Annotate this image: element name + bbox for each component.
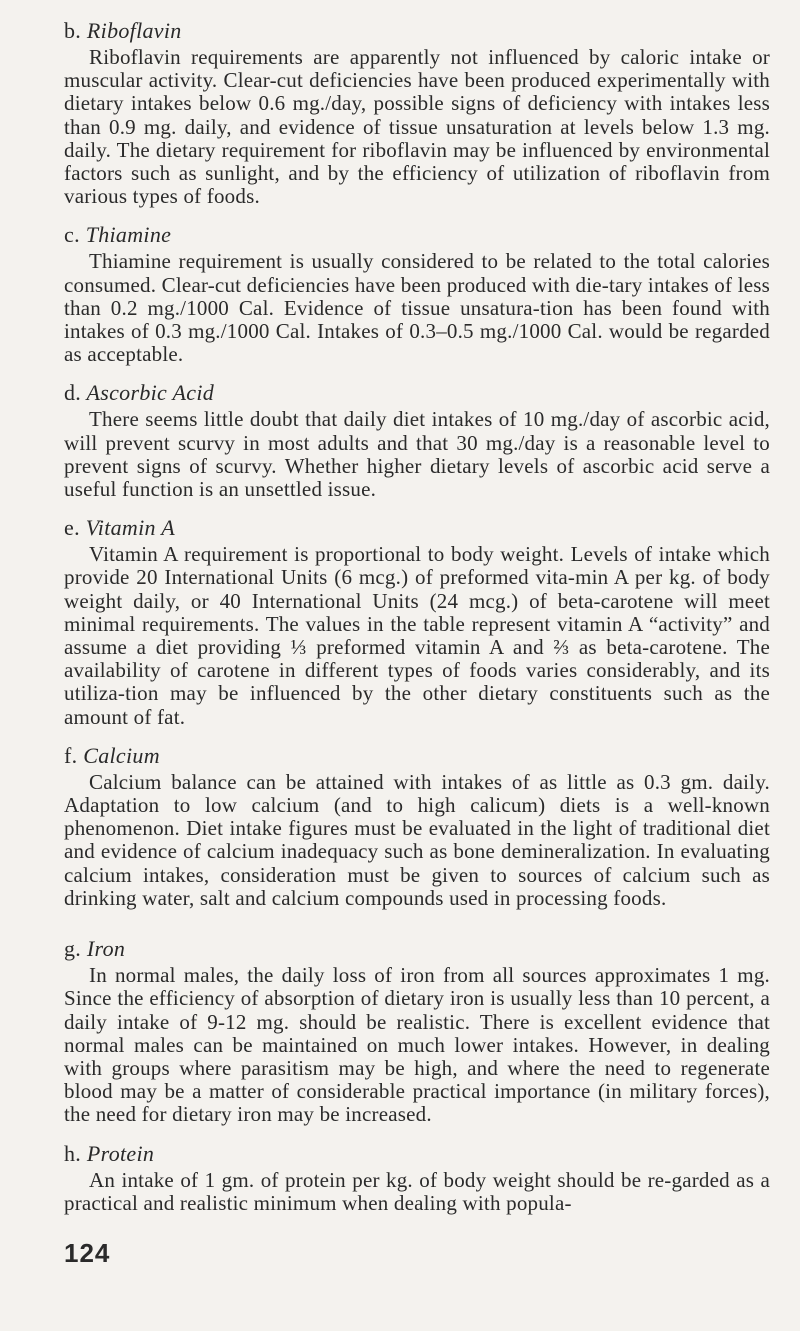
section-title: Vitamin A: [85, 515, 175, 541]
section-riboflavin: [64, 18, 770, 208]
section-paragraph: Riboflavin requirements are apparently not influenced by caloric intake or muscular activity. Clear-cut deficiencies have been produced experimentally with dietary intakes below 0.6 mg./day, possible signs of deficiency with intakes less than 0.9 mg. daily, and evidence of tissue unsaturation at levels below 1.3 mg. daily. The dietary requirement for riboflavin may be influenced by environmental factors such as sunlight, and by the efficiency of utilization of riboflavin from various types of foods.: [64, 45, 770, 209]
section-letter: f.: [64, 742, 78, 768]
section-title: Protein: [86, 1140, 155, 1166]
section-paragraph: Thiamine requirement is usually considered to be related to the total calories consumed. Clear-cut deficiencies have been produced with die-tary intakes of less than 0.2 mg./1000 Cal. Evidence of tissue unsatura-tion has been found with intakes of 0.3 mg./1000 Cal. Intakes of 0.3–0.5 mg./1000 Cal. would be regarded as acceptable.: [64, 249, 770, 367]
section-heading: [64, 222, 770, 248]
section-letter: b.: [64, 18, 82, 43]
section-ascorbic-acid: [64, 380, 770, 501]
section-title: Ascorbic Acid: [86, 380, 215, 406]
page-number: 124: [64, 1238, 111, 1268]
section-letter: c.: [64, 222, 80, 248]
section-heading: [64, 380, 770, 406]
section-thiamine: [64, 222, 770, 366]
section-title: Riboflavin: [86, 18, 182, 43]
section-letter: h.: [64, 1140, 82, 1166]
section-paragraph: Vitamin A requirement is proportional to body weight. Levels of intake which provide 20 International Units (6 mcg.) of preformed vita-min A per kg. of body weight daily, or 40 International Units (24 mcg.) of beta-carotene will meet minimal requirements. The values in the table represent vitamin A “activity” and assume a diet providing ⅓ preformed vitamin A and ⅔ as beta-carotene. The availability of carotene in different types of foods varies considerably, and its utiliza-tion may be influenced by the other dietary constituents such as the amount of fat.: [64, 542, 770, 729]
section-letter: e.: [64, 515, 80, 541]
section-heading: [64, 515, 770, 541]
section-title: Thiamine: [85, 222, 172, 248]
section-title: Calcium: [83, 742, 160, 768]
section-letter: d.: [64, 380, 82, 406]
section-paragraph: There seems little doubt that daily diet intakes of 10 mg./day of ascorbic acid, will prevent scurvy in most adults and that 30 mg./day is a reasonable level to prevent signs of scurvy. Whether higher dietary levels of ascorbic acid serve a useful function is an unsettled issue.: [64, 407, 770, 502]
section-heading: [64, 936, 770, 962]
section-calcium: [64, 743, 770, 910]
section-heading: [64, 743, 770, 769]
section-iron: [64, 936, 770, 1126]
section-title: Iron: [86, 936, 126, 962]
section-paragraph: Calcium balance can be attained with intakes of as little as 0.3 gm. daily. Adaptation to low calcium (and to high calicum) diets is a well-known phenomenon. Diet intake figures must be evaluated in the light of traditional diet and evidence of calcium inadequacy such as bone demineralization. In evaluating calcium intakes, consideration must be given to sources of calcium such as drinking water, salt and calcium compounds used in processing foods.: [64, 769, 770, 910]
section-heading: [64, 18, 770, 44]
section-paragraph: An intake of 1 gm. of protein per kg. of body weight should be re-garded as a practical and realistic minimum when dealing with popula-: [64, 1167, 770, 1215]
section-protein: [64, 1141, 770, 1215]
section-paragraph: In normal males, the daily loss of iron from all sources approximates 1 mg. Since the efficiency of absorption of dietary iron is usually less than 10 percent, a daily intake of 9-12 mg. should be realistic. There is excellent evidence that normal males can be maintained on much lower intakes. However, in dealing with groups where parasitism may be high, and where the need to regenerate blood may be a matter of considerable practical importance (in military forces), the need for dietary iron may be increased.: [64, 963, 770, 1127]
section-letter: g.: [64, 936, 82, 962]
section-heading: [64, 1141, 770, 1167]
section-vitamin-a: [64, 515, 770, 729]
